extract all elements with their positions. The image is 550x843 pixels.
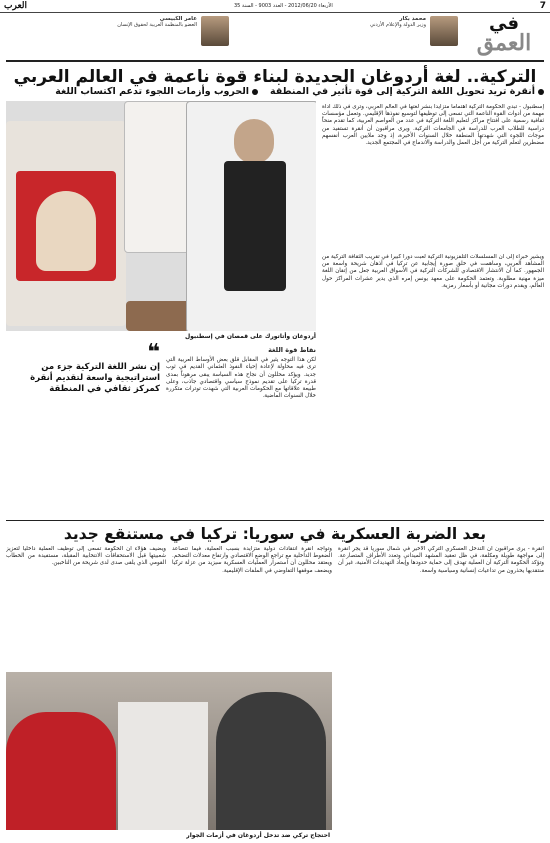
- bullet-icon: [538, 89, 544, 95]
- author-name: محمد بكار: [399, 16, 426, 22]
- article2-photo: [6, 672, 332, 830]
- photo-caption: أردوغان وأتاتورك على قمصان في إسطنبول: [184, 333, 316, 340]
- article2-column: أنقرة - يرى مراقبون أن التدخل العسكري التركي الأخير في شمال سوريا قد يجر أنقرة إلى مواجهة طويلة ومكلفة، في ظل تعقيد المشهد الميداني وتعدد الأطراف المتصارعة. وتؤكد الحكومة التركية أن العملية تهدف إلى حماية حدودها وإبعاد التهديدات الأمنية، غير أن منتقديها يحذرون من تداعيات إنسانية وسياسية واسعة.: [338, 546, 544, 574]
- author-meta: وزير الدولة والإعلام الأردني: [369, 22, 426, 28]
- article1-subheads: [6, 86, 544, 97]
- author-box: [235, 16, 458, 60]
- crosshead: نقاط قوة اللغة: [268, 346, 316, 354]
- pullquote: إن نشر اللغة التركية جزء من استراتيجية واسعة لتقديم أنقرة كمركز ثقافي في المنطقة: [30, 362, 160, 394]
- author-photo: [201, 16, 229, 46]
- article1-column: [166, 344, 316, 518]
- paper-logo: العرب: [4, 1, 28, 11]
- subhead-item: أنقرة تريد تحويل اللغة التركية إلى قوة تأثير في المنطقة: [270, 86, 544, 97]
- author-photo: [430, 16, 458, 46]
- top-bar: [0, 0, 550, 13]
- article1-headline: التركية.. لغة أردوغان الجديدة لبناء قوة ناعمة في العالم العربي: [6, 60, 544, 88]
- column-text: لكن هذا التوجه يثير في المقابل قلق بعض الأوساط العربية التي ترى فيه محاولة لإعادة إحياء النفوذ العثماني القديم في ثوب جديد. ويؤكد محللون أن نجاح هذه السياسة يبقى مرهوناً بمدى قدرة تركيا على تقديم نموذج سياسي واقتصادي جاذب، وعلى طبيعة علاقاتها مع الحكومات العربية التي شهدت توترات متكررة خلال السنوات الماضية.: [166, 357, 316, 400]
- article1-column: ويشير خبراء إلى أن المسلسلات التلفزيونية التركية لعبت دوراً كبيراً في تقريب الثقافة التركية من المشاهد العربي، وساهمت في خلق صورة إيجابية عن تركيا في أذهان شريحة واسعة من الجمهور. كما أن الانتشار الاقتصادي للشركات التركية في الأسواق العربية جعل من إتقان اللغة ميزة مهنية مطلوبة. وتعتمد الحكومة على معهد يونس إمره الذي يدير عشرات المراكز حول العالم، ويقدم دورات مجانية أو بأسعار رمزية.: [322, 254, 544, 289]
- issue-line: الأربعاء 2012/06/20 - العدد 9003 - السنة 35: [234, 3, 333, 9]
- authors-strip: [6, 16, 458, 60]
- photo-caption: احتجاج تركي ضد تدخل أردوغان في أزمات الجوار: [186, 832, 330, 839]
- page-number: 7: [539, 1, 546, 11]
- section-prefix: في: [489, 13, 519, 34]
- section-tag: [464, 13, 544, 56]
- author-meta: العضو بالمنظمة العربية لحقوق الإنسان: [117, 22, 197, 28]
- article1-photo: [6, 101, 316, 331]
- article2-headline: بعد الضربة العسكرية في سوريا: تركيا في مستنقع جديد: [6, 520, 544, 544]
- author-box: [6, 16, 229, 60]
- article2-column: ويضيف هؤلاء أن الحكومة تسعى إلى توظيف العملية داخلياً لتعزيز شعبيتها قبل الاستحقاقات الانتخابية المقبلة، مستفيدة من الخطاب القومي الذي يلقى صدى لدى شريحة من الناخبين.: [6, 546, 166, 567]
- section-label: العمق: [476, 30, 532, 56]
- article1-column: إسطنبول - تبدي الحكومة التركية اهتماماً متزايداً بنشر لغتها في العالم العربي، وترى في ذلك أداة مهمة من أدوات القوة الناعمة التي تسعى إلى توظيفها لتوسيع نفوذها الإقليمي. وتعمل مؤسسات ثقافية رسمية على افتتاح مراكز لتعليم اللغة التركية في عدد من العواصم العربية، كما تقدم منحاً دراسية للطلاب العرب للدراسة في الجامعات التركية. ويرى مراقبون أن أنقرة تستفيد من موجات اللجوء التي شهدتها المنطقة خلال السنوات الأخيرة، إذ وجد ملايين العرب أنفسهم مضطرين لتعلم التركية من أجل العمل والدراسة والاندماج في المجتمع الجديد.: [322, 104, 544, 147]
- subhead-item: الحروب وأزمات اللجوء تدعم اكتساب اللغة: [55, 86, 258, 97]
- pullquote-box: [6, 340, 160, 518]
- bullet-icon: [252, 89, 258, 95]
- author-name: عامر الكبيسي: [159, 16, 197, 22]
- article2-column: وتواجه أنقرة انتقادات دولية متزايدة بسبب العملية، فيما تتصاعد الضغوط الداخلية مع تراجع الوضع الاقتصادي وارتفاع معدلات التضخم. ويعتقد محللون أن استمرار العمليات العسكرية سيزيد من عزلة تركيا ويضعف موقفها التفاوضي في الملفات الإقليمية.: [172, 546, 332, 574]
- quote-icon: ❝: [147, 340, 160, 365]
